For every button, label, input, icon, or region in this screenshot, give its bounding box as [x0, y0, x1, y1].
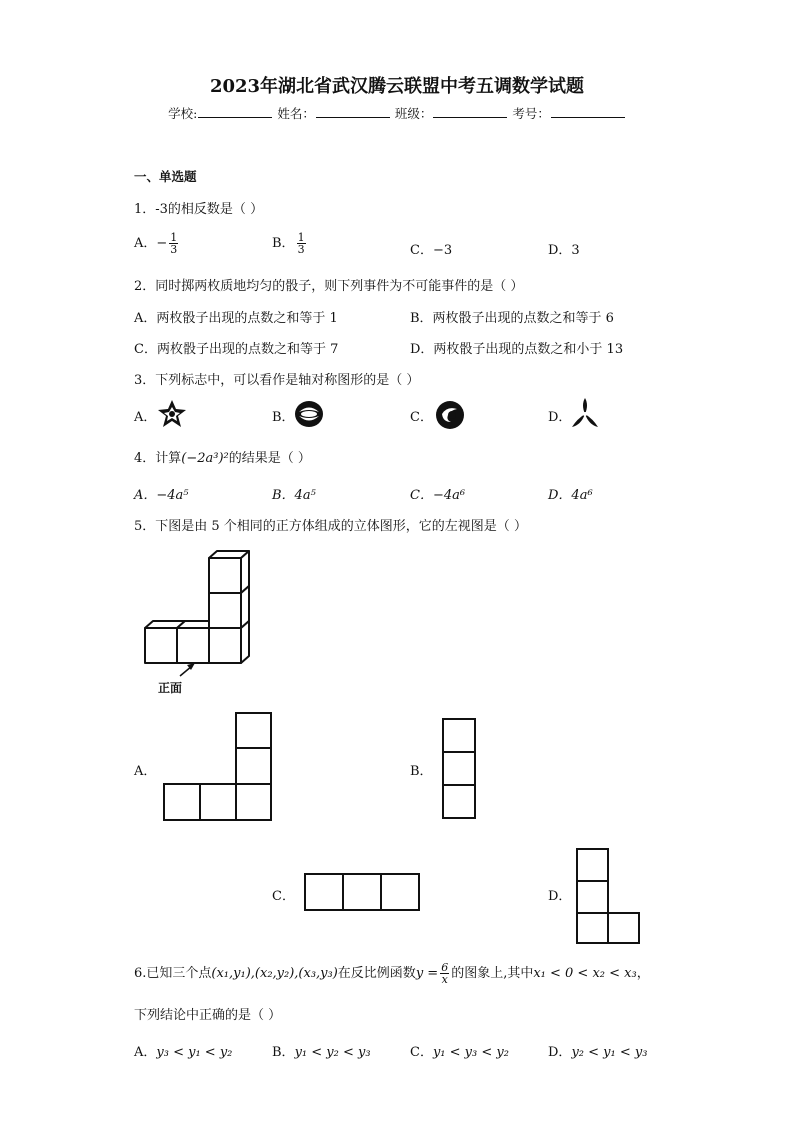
q6-prefix: 6.已知三个点: [134, 966, 212, 981]
q6-mid: 在反比例函数: [337, 966, 416, 981]
q6-d-label: D．: [548, 1045, 572, 1060]
q3-a-logo-icon: [156, 399, 188, 429]
q6-a-label: A．: [134, 1045, 157, 1060]
section-heading: 一、单选题: [134, 169, 197, 184]
q1-option-c[interactable]: C．−3: [410, 243, 453, 258]
q5-option-c[interactable]: C．: [272, 889, 295, 904]
school-label: 学校:: [168, 106, 198, 121]
q3-option-d[interactable]: D．: [548, 410, 572, 425]
q2-option-d[interactable]: D．两枚骰子出现的点数之和小于 13: [410, 342, 624, 357]
q3-stem: 3．下列标志中，可以看作是轴对称图形的是（ ）: [134, 373, 420, 388]
q6-c-text: y₁ < y₃ < y₂: [432, 1045, 509, 1060]
q5-b-view-figure: [440, 716, 478, 822]
q5-stem: 5．下图是由 5 个相同的正方体组成的立体图形，它的左视图是（ ）: [134, 519, 527, 534]
q3-c-logo-icon: [433, 400, 467, 430]
q6-option-a[interactable]: [134, 1041, 232, 1060]
q4-prefix: 4．计算: [134, 451, 182, 466]
q1-option-b[interactable]: [272, 232, 308, 255]
q4-option-d[interactable]: D．4a⁶: [548, 488, 593, 503]
q6-stem: [134, 962, 650, 985]
q1-b-numerator: 1: [297, 231, 305, 244]
q6-option-b[interactable]: [272, 1041, 371, 1060]
q6-comma: ，: [636, 966, 650, 981]
q1-option-a[interactable]: [134, 232, 180, 255]
q6-points: (x₁,y₁),(x₂,y₂),(x₃,y₃): [211, 966, 338, 981]
q1-b-denominator: 3: [297, 243, 305, 256]
q1-a-numerator: 1: [170, 231, 178, 244]
q1-a-fraction: [169, 232, 178, 255]
q3-b-logo-icon: [294, 400, 324, 428]
q6-func-lhs: y =: [415, 966, 439, 981]
q1-a-sign: −: [156, 236, 168, 251]
q6-func-fraction: [440, 962, 449, 985]
q5-d-view-figure: [574, 846, 642, 946]
q1-b-fraction: [297, 232, 306, 255]
page-title: 2023年湖北省武汉腾云联盟中考五调数学试题: [209, 76, 585, 97]
q6-condition: x₁ < 0 < x₂ < x₃: [533, 966, 637, 981]
q5-option-b[interactable]: B．: [410, 764, 433, 779]
q1-a-label: A．: [134, 236, 157, 251]
q1-option-d[interactable]: D．3: [548, 243, 580, 258]
exam-no-label: 考号：: [512, 106, 550, 121]
q3-option-a[interactable]: A．: [134, 410, 157, 425]
q6-line2: 下列结论中正确的是（ ）: [134, 1008, 282, 1023]
q6-d-text: y₂ < y₁ < y₃: [571, 1045, 648, 1060]
q6-b-text: y₁ < y₂ < y₃: [294, 1045, 371, 1060]
q5-cube-figure: [140, 548, 260, 698]
q4-option-a[interactable]: A．−4a⁵: [134, 488, 189, 503]
exam-no-blank[interactable]: [551, 105, 625, 118]
q6-b-label: B．: [272, 1045, 295, 1060]
school-blank[interactable]: [198, 105, 272, 118]
q4-option-c[interactable]: C．−4a⁶: [410, 488, 466, 503]
q5-front-label: 正面: [158, 681, 183, 695]
class-label: 班级：: [394, 106, 433, 121]
q6-func-denominator: x: [441, 973, 448, 986]
q4-stem: [134, 447, 311, 466]
q2-option-a[interactable]: A．两枚骰子出现的点数之和等于 1: [134, 311, 338, 326]
q2-option-c[interactable]: C．两枚骰子出现的点数之和等于 7: [134, 342, 339, 357]
name-label: 姓名：: [277, 106, 315, 121]
q2-stem: 2．同时掷两枚质地均匀的骰子，则下列事件为不可能事件的是（ ）: [134, 279, 524, 294]
q6-a-text: y₃ < y₁ < y₂: [156, 1045, 233, 1060]
q1-b-label: B．: [272, 236, 295, 251]
q1-stem: 1．-3的相反数是（ ）: [134, 202, 264, 217]
q6-option-c[interactable]: [410, 1041, 509, 1060]
class-blank[interactable]: [433, 105, 507, 118]
student-info-line: [0, 104, 794, 122]
q6-func-numerator: 6: [441, 961, 449, 974]
q3-d-logo-icon: [570, 397, 600, 431]
q5-option-a[interactable]: A．: [134, 764, 157, 779]
q4-option-b[interactable]: B．4a⁵: [272, 488, 316, 503]
q6-c-label: C．: [410, 1045, 433, 1060]
q5-a-view-figure: [160, 710, 276, 824]
q3-option-b[interactable]: B．: [272, 410, 295, 425]
q5-option-d[interactable]: D．: [548, 889, 572, 904]
q4-expression: (−2a³)²: [181, 451, 229, 466]
q2-option-b[interactable]: B．两枚骰子出现的点数之和等于 6: [410, 311, 614, 326]
q5-c-view-figure: [302, 871, 422, 913]
q3-option-c[interactable]: C．: [410, 410, 433, 425]
name-blank[interactable]: [316, 105, 390, 118]
q4-suffix: 的结果是（ ）: [228, 451, 311, 466]
q6-option-d[interactable]: [548, 1041, 647, 1060]
q6-tail: 的图象上,其中: [451, 966, 534, 981]
q1-a-denominator: 3: [170, 243, 178, 256]
